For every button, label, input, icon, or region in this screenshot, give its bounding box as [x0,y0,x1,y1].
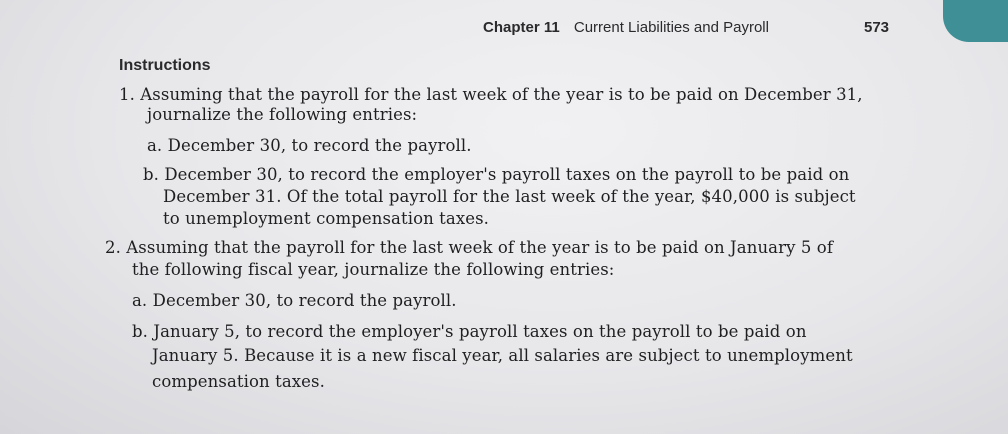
item-2-line-1: 2. Assuming that the payroll for the last week of the year is to be paid on January 5 of [105,238,834,257]
item-2b-line-3: compensation taxes. [152,372,325,391]
item-2b-line-1: b. January 5, to record the employer's payroll taxes on the payroll to be paid on [132,322,807,341]
item-1b-line-2: December 31. Of the total payroll for the last week of the year, $40,000 is subject [163,187,856,206]
item-2a: a. December 30, to record the payroll. [132,291,457,310]
item-2-line-2: the following fiscal year, journalize the following entries: [132,260,615,279]
item-1-line-1: 1. Assuming that the payroll for the last week of the year is to be paid on December 31, [119,85,863,104]
page-number: 573 [864,19,890,36]
page-header [483,19,890,36]
page-tab-decoration [943,0,1008,42]
item-1b-line-3: to unemployment compensation taxes. [163,209,490,228]
instructions-heading: Instructions [119,57,211,74]
item-1b-line-1: b. December 30, to record the employer's payroll taxes on the payroll to be paid on [143,165,850,184]
item-2b-line-2: January 5. Because it is a new fiscal year, all salaries are subject to unemployment [152,346,853,365]
chapter-title: Current Liabilities and Payroll [573,19,769,36]
item-1a: a. December 30, to record the payroll. [147,136,472,155]
chapter-label: Chapter 11 [483,19,560,36]
item-1-line-2: journalize the following entries: [147,105,418,124]
